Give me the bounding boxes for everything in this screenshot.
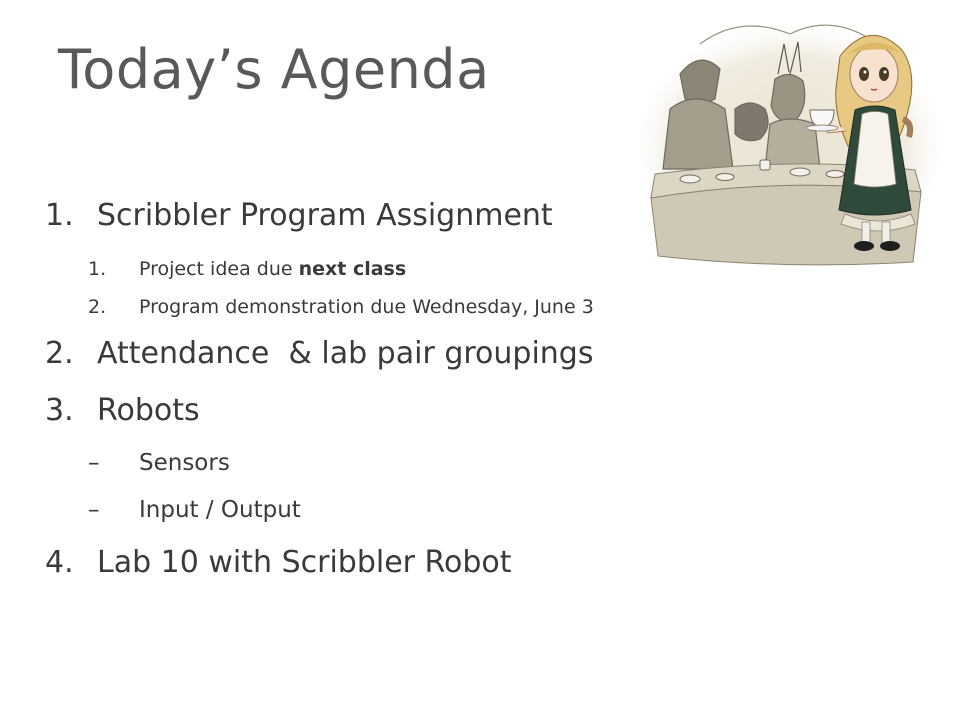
agenda-item-2: [45, 336, 593, 371]
agenda-item-number: 4.: [45, 545, 74, 580]
agenda-item-text: Robots: [97, 393, 200, 428]
agenda-item-1: [45, 198, 553, 233]
agenda-subitem-text: Sensors: [139, 450, 230, 476]
agenda-subitem-3-1: [88, 450, 230, 476]
agenda-item-text: Lab 10 with Scribbler Robot: [97, 545, 512, 580]
agenda-subitem-1-2: [88, 296, 594, 318]
agenda-subitem-text: Input / Output: [139, 497, 301, 523]
agenda-subitem-1-1: [88, 258, 406, 280]
tea-party-illustration-icon: [640, 14, 946, 270]
agenda-item-number: 3.: [45, 393, 74, 428]
agenda-item-text: Scribbler Program Assignment: [97, 198, 553, 233]
agenda-item-4: [45, 545, 512, 580]
slide-title: Today’s Agenda: [58, 38, 490, 101]
agenda-subitem-number: 2.: [88, 296, 107, 318]
agenda-item-number: 2.: [45, 336, 74, 371]
dash-bullet-icon: –: [88, 497, 100, 523]
agenda-subitem-3-2: [88, 497, 301, 523]
agenda-item-text: Attendance & lab pair groupings: [97, 336, 594, 371]
agenda-subitem-text: Project idea due: [139, 258, 299, 280]
dash-bullet-icon: –: [88, 450, 100, 476]
agenda-subitem-text: Program demonstration due Wednesday, June 3: [139, 296, 594, 318]
agenda-subitem-number: 1.: [88, 258, 107, 280]
agenda-subitem-emphasis: next class: [298, 258, 407, 280]
agenda-item-number: 1.: [45, 198, 74, 233]
agenda-item-3: [45, 393, 200, 428]
